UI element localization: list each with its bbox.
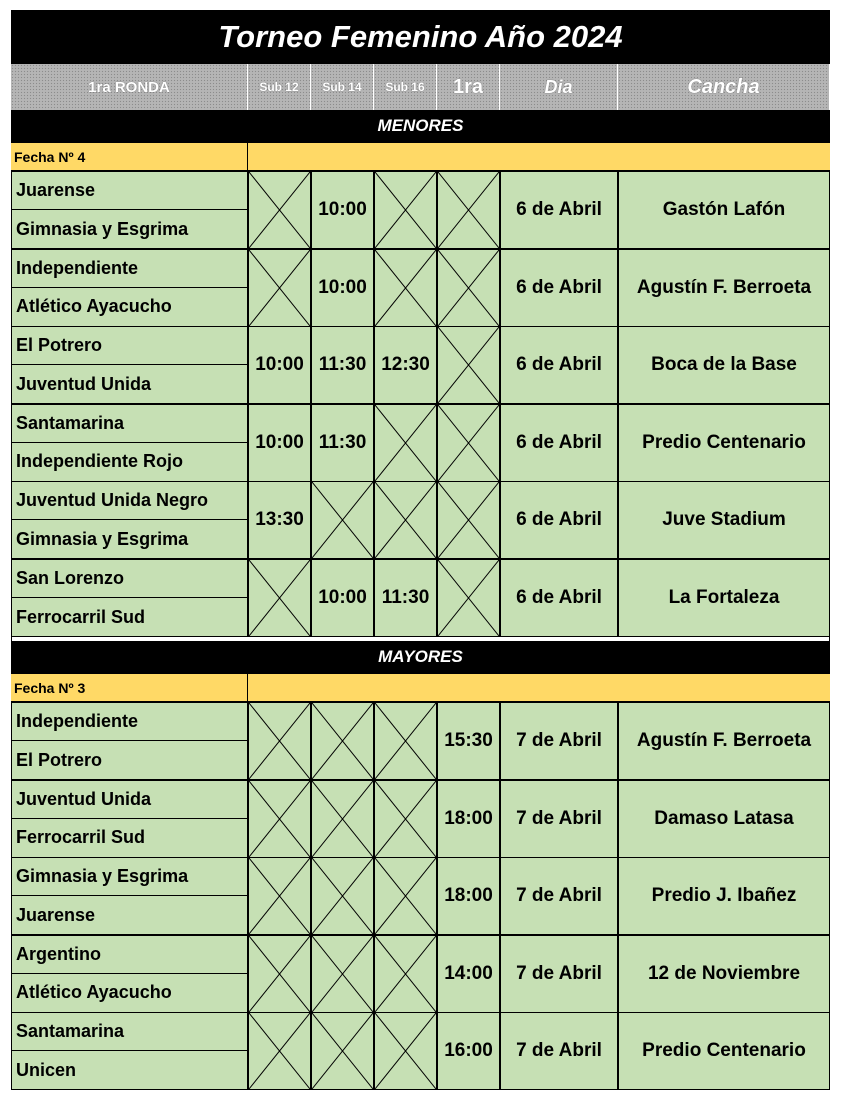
time-primera-cell [437, 780, 500, 858]
cross-icon [312, 1013, 373, 1089]
match-row [11, 326, 830, 404]
time-sub16-cell [374, 1012, 437, 1090]
time-sub12-cell [248, 559, 311, 637]
match-teams [11, 249, 248, 327]
time-sub12-cell [248, 404, 311, 482]
match-date: 7 de Abril [516, 730, 602, 751]
cross-icon [312, 858, 373, 934]
header-ronda: 1ra RONDA [11, 64, 248, 110]
match-date: 7 de Abril [516, 807, 602, 829]
dia-cell [500, 171, 618, 249]
dia-cell [500, 404, 618, 482]
time-sub14-cell [311, 559, 374, 637]
time-sub14-cell [311, 249, 374, 327]
match-row [11, 702, 830, 780]
dia-cell [500, 780, 618, 858]
cross-icon [438, 250, 499, 326]
cross-icon [375, 936, 436, 1012]
match-row [11, 1012, 830, 1090]
match-teams [11, 702, 248, 780]
away-team: Ferrocarril Sud [16, 606, 146, 627]
time-sub14-cell [311, 935, 374, 1013]
match-teams [11, 559, 248, 637]
away-team: Juarense [16, 904, 96, 925]
time-primera-cell [437, 481, 500, 559]
cancha-cell [618, 559, 830, 637]
fecha-label: Fecha Nº 3 [11, 674, 248, 701]
away-team: Unicen [16, 1059, 77, 1080]
cross-icon [312, 781, 373, 857]
home-team: Santamarina [12, 1013, 247, 1051]
fecha-row [11, 673, 830, 702]
time-sub16-cell [374, 702, 437, 780]
match-teams [11, 171, 248, 249]
time-sub14: 10:00 [318, 199, 367, 220]
time-sub14-cell [311, 404, 374, 482]
cross-icon [249, 1013, 310, 1089]
time-sub14: 11:30 [318, 431, 367, 453]
match-venue: Damaso Latasa [654, 807, 794, 829]
cancha-cell [618, 481, 830, 559]
away-team: Ferrocarril Sud [16, 827, 146, 848]
cross-icon [375, 250, 436, 326]
cancha-cell [618, 935, 830, 1013]
home-team: Juventud Unida [12, 781, 247, 819]
home-team: Gimnasia y Esgrima [12, 858, 247, 896]
dia-cell [500, 1012, 618, 1090]
time-sub12: 10:00 [255, 354, 304, 376]
time-sub14: 10:00 [318, 276, 367, 298]
match-date: 6 de Abril [516, 509, 602, 531]
cross-icon [312, 936, 373, 1012]
time-sub12-cell [248, 1012, 311, 1090]
home-team: Juarense [12, 172, 247, 210]
match-date: 6 de Abril [516, 199, 602, 220]
time-sub16-cell [374, 326, 437, 404]
time-sub12-cell [248, 780, 311, 858]
time-primera-cell [437, 404, 500, 482]
cross-icon [375, 703, 436, 779]
cross-icon [249, 858, 310, 934]
match-date: 7 de Abril [516, 962, 602, 984]
time-sub14: 11:30 [318, 354, 367, 376]
cancha-cell [618, 857, 830, 935]
cross-icon [249, 703, 310, 779]
match-date: 6 de Abril [516, 431, 602, 453]
match-row [11, 249, 830, 327]
time-sub16-cell [374, 935, 437, 1013]
header-sub16: Sub 16 [374, 64, 437, 110]
time-sub14-cell [311, 857, 374, 935]
cancha-cell [618, 702, 830, 780]
home-team: Juventud Unida Negro [12, 482, 247, 520]
time-primera-cell [437, 326, 500, 404]
cross-icon [375, 781, 436, 857]
cancha-cell [618, 171, 830, 249]
time-sub12-cell [248, 857, 311, 935]
section-header-menores: MENORES [11, 110, 830, 142]
cross-icon [438, 482, 499, 558]
match-venue: Predio Centenario [642, 1040, 806, 1062]
time-sub16-cell [374, 171, 437, 249]
match-teams [11, 326, 248, 404]
match-row [11, 559, 830, 637]
cross-icon [438, 172, 499, 248]
time-primera: 16:00 [444, 1040, 493, 1062]
time-sub12: 10:00 [255, 431, 304, 453]
header-sub12: Sub 12 [248, 64, 311, 110]
away-team: Gimnasia y Esgrima [16, 218, 189, 239]
time-sub16-cell [374, 481, 437, 559]
cross-icon [375, 405, 436, 481]
time-primera: 15:30 [444, 730, 493, 751]
dia-cell [500, 481, 618, 559]
cancha-cell [618, 249, 830, 327]
match-date: 6 de Abril [516, 276, 602, 298]
time-sub16-cell [374, 857, 437, 935]
page-title: Torneo Femenino Año 2024 [11, 10, 830, 64]
home-team: Santamarina [12, 405, 247, 443]
dia-cell [500, 249, 618, 327]
fecha-label: Fecha Nº 4 [11, 143, 248, 170]
away-team: Independiente Rojo [16, 451, 184, 472]
cross-icon [312, 703, 373, 779]
time-sub16: 11:30 [381, 587, 430, 608]
time-sub12-cell [248, 481, 311, 559]
match-teams [11, 404, 248, 482]
cross-icon [249, 560, 310, 636]
dia-cell [500, 935, 618, 1013]
away-team: Gimnasia y Esgrima [16, 528, 189, 549]
match-teams [11, 1012, 248, 1090]
cross-icon [375, 858, 436, 934]
match-venue: Predio Centenario [642, 431, 806, 453]
match-venue: Agustín F. Berroeta [636, 276, 812, 298]
away-team: El Potrero [16, 749, 103, 770]
time-sub14-cell [311, 780, 374, 858]
dia-cell [500, 702, 618, 780]
cross-icon [438, 560, 499, 636]
match-row [11, 404, 830, 482]
time-sub14-cell [311, 326, 374, 404]
match-row [11, 780, 830, 858]
cross-icon [312, 482, 373, 558]
cross-icon [438, 405, 499, 481]
dia-cell [500, 326, 618, 404]
time-sub16: 12:30 [381, 354, 430, 376]
home-team: San Lorenzo [12, 560, 247, 598]
time-sub14-cell [311, 702, 374, 780]
time-sub16-cell [374, 404, 437, 482]
cross-icon [375, 172, 436, 248]
home-team: Independiente [12, 250, 247, 288]
cancha-cell [618, 326, 830, 404]
match-venue: Gastón Lafón [662, 199, 786, 220]
time-primera-cell [437, 559, 500, 637]
cross-icon [249, 172, 310, 248]
match-venue: Juve Stadium [662, 509, 786, 531]
away-team: Juventud Unida [16, 373, 152, 394]
time-sub14: 10:00 [318, 587, 367, 608]
time-sub12-cell [248, 935, 311, 1013]
cross-icon [249, 781, 310, 857]
home-team: Independiente [12, 703, 247, 741]
time-sub12: 13:30 [255, 509, 304, 531]
header-sub14: Sub 14 [311, 64, 374, 110]
header-dia: Dia [500, 64, 618, 110]
match-row [11, 481, 830, 559]
time-sub12-cell [248, 326, 311, 404]
match-teams [11, 935, 248, 1013]
match-venue: Agustín F. Berroeta [636, 730, 812, 751]
cross-icon [375, 482, 436, 558]
cancha-cell [618, 404, 830, 482]
dia-cell [500, 857, 618, 935]
time-sub14-cell [311, 171, 374, 249]
time-sub14-cell [311, 481, 374, 559]
time-primera-cell [437, 857, 500, 935]
home-team: El Potrero [12, 327, 247, 365]
match-teams [11, 780, 248, 858]
match-row [11, 171, 830, 249]
match-date: 6 de Abril [516, 354, 602, 376]
time-sub14-cell [311, 1012, 374, 1090]
match-date: 7 de Abril [516, 885, 602, 907]
time-primera-cell [437, 702, 500, 780]
cross-icon [438, 327, 499, 403]
cancha-cell [618, 1012, 830, 1090]
time-primera-cell [437, 249, 500, 327]
dia-cell [500, 559, 618, 637]
time-sub12-cell [248, 171, 311, 249]
time-primera-cell [437, 935, 500, 1013]
fecha-row [11, 142, 830, 171]
home-team: Argentino [12, 936, 247, 974]
time-sub16-cell [374, 559, 437, 637]
match-venue: La Fortaleza [668, 587, 780, 608]
section-header-mayores: MAYORES [11, 641, 830, 673]
time-sub12-cell [248, 702, 311, 780]
time-primera: 18:00 [444, 807, 493, 829]
cross-icon [249, 936, 310, 1012]
match-date: 7 de Abril [516, 1040, 602, 1062]
header-primera: 1ra [437, 64, 500, 110]
match-teams [11, 857, 248, 935]
match-venue: 12 de Noviembre [647, 962, 801, 984]
away-team: Atlético Ayacucho [16, 982, 172, 1003]
away-team: Atlético Ayacucho [16, 296, 172, 317]
cross-icon [375, 1013, 436, 1089]
time-primera-cell [437, 1012, 500, 1090]
match-date: 6 de Abril [516, 587, 602, 608]
time-sub16-cell [374, 780, 437, 858]
match-teams [11, 481, 248, 559]
match-venue: Predio J. Ibañez [651, 885, 797, 907]
match-row [11, 935, 830, 1013]
cross-icon [249, 250, 310, 326]
time-primera-cell [437, 171, 500, 249]
match-venue: Boca de la Base [651, 354, 797, 376]
column-header-row [11, 64, 830, 110]
header-cancha: Cancha [618, 64, 830, 110]
time-sub16-cell [374, 249, 437, 327]
time-sub12-cell [248, 249, 311, 327]
match-row [11, 857, 830, 935]
time-primera: 18:00 [444, 885, 493, 907]
cancha-cell [618, 780, 830, 858]
time-primera: 14:00 [444, 962, 493, 984]
